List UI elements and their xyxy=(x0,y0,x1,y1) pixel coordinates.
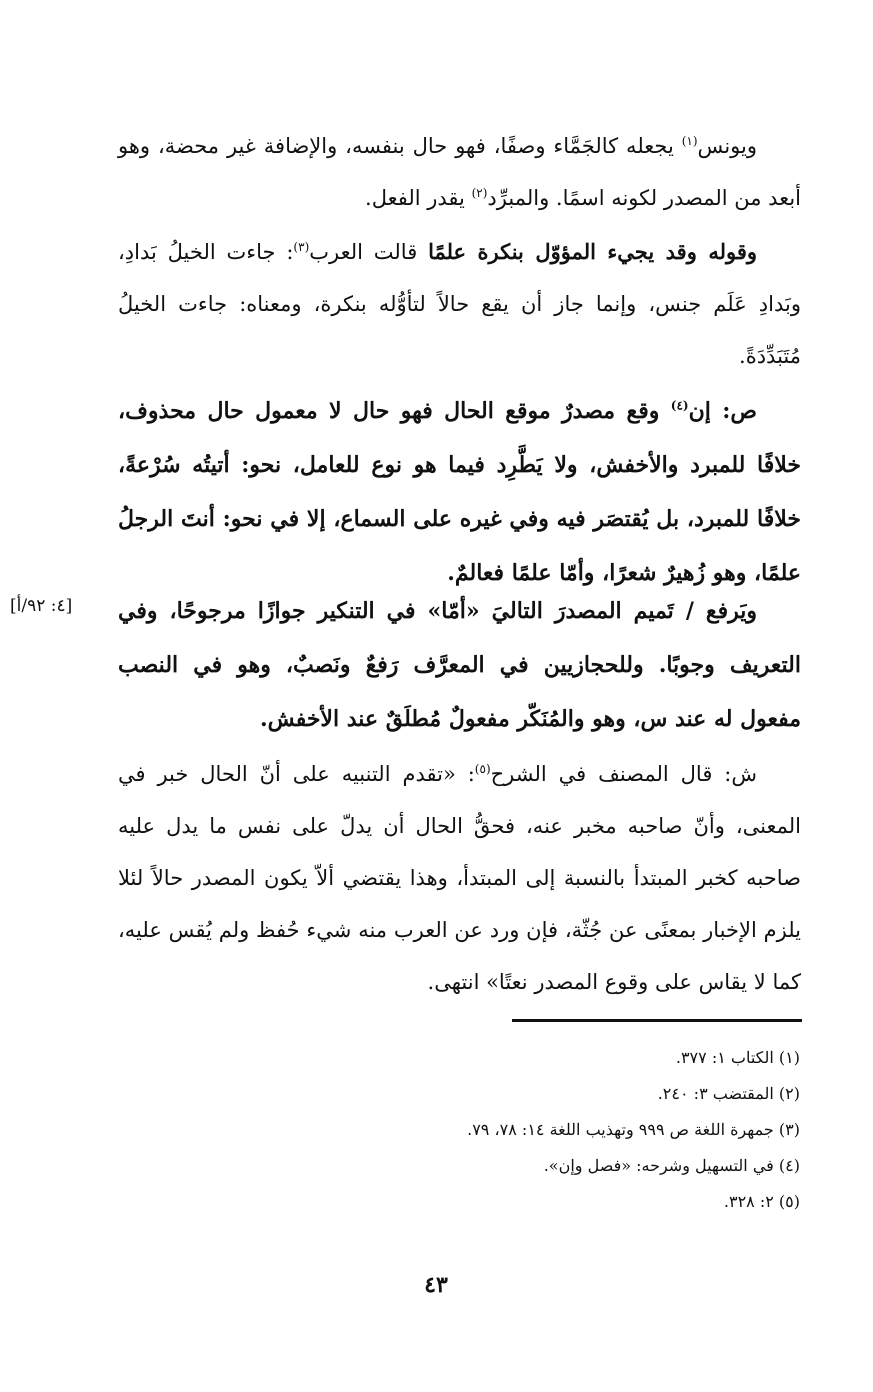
page-number: ٤٣ xyxy=(424,1272,448,1298)
footnote-separator xyxy=(512,1019,802,1022)
matn-paragraph: ويَرفع / تَميم المصدرَ التاليَ «أمّا» في التنكير جوازًا مرجوحًا، وفي التعريف وجوبًا. وللحجازيين في المعرَّف رَفعٌ ونَصبٌ، وهو في النصب مفعول له عند س، وهو والمُنَكّر مفعولٌ مُطلَقٌ عند الأخفش. xyxy=(118,598,801,732)
footnote-item: (٥) ٢: ٣٢٨. xyxy=(723,1192,800,1211)
paragraph-2 xyxy=(118,226,801,382)
paragraph-text: يجعله كالجَمَّاء وصفًا، فهو حال بنفسه، والإضافة غير محضة، وهو أبعد من المصدر لكونه اسمًا. والمبرِّد xyxy=(118,134,801,210)
footnote-item: (٣) جمهرة اللغة ص ٩٩٩ وتهذيب اللغة ١٤: ٧٨، ٧٩. xyxy=(467,1120,800,1139)
paragraph-text: ويونس xyxy=(697,134,757,158)
paragraph-1 xyxy=(118,120,801,224)
paragraph-5 xyxy=(118,748,801,1008)
body-paragraph xyxy=(118,120,801,224)
footnotes xyxy=(300,1040,800,1220)
body-paragraph xyxy=(118,748,801,1008)
footnote-marker[interactable]: (٤) xyxy=(670,398,689,413)
paragraph-text: وقع مصدرٌ موقع الحال فهو حال لا معمول حال محذوف، خلافًا للمبرد والأخفش، ولا يَطَّرِد فيما هو نوع للعامل، نحو: أتيتُه سُرْعةً، خلافًا للمبرد، بل يُقتصَر فيه وفي غيره على السماع، إلا في نحو: أنتَ الرجلُ علمًا، وهو زُهيرٌ شعرًا، وأمّا علمًا فعالمٌ. xyxy=(118,398,801,586)
footnote-marker[interactable]: (٣) xyxy=(293,240,310,254)
paragraph-text: ص: إن xyxy=(688,398,757,424)
manuscript-reference: [٤: ٩٢/أ] xyxy=(10,596,73,616)
paragraph-3 xyxy=(118,384,801,600)
footnote-item: (٢) المقتضب ٣: ٢٤٠. xyxy=(657,1084,800,1103)
paragraph-4 xyxy=(118,584,801,746)
paragraph-text: يقدر الفعل. xyxy=(365,186,472,210)
matn-paragraph xyxy=(118,384,801,600)
footnote-marker[interactable]: (٥) xyxy=(474,762,491,776)
paragraph-text: قالت العرب xyxy=(309,240,429,264)
body-paragraph xyxy=(118,226,801,382)
footnote-marker[interactable]: (٢) xyxy=(471,186,488,200)
footnote-item: (٤) في التسهيل وشرحه: «فصل وإن». xyxy=(543,1156,800,1175)
quoted-phrase: وقوله وقد يجيء المؤوّل بنكرة علمًا xyxy=(428,239,757,264)
footnote-item: (١) الكتاب ١: ٣٧٧. xyxy=(675,1048,800,1067)
paragraph-text: ش: قال المصنف في الشرح xyxy=(490,762,757,786)
paragraph-text: : «تقدم التنبيه على أنّ الحال خبر في المعنى، وأنّ صاحبه مخبر عنه، فحقُّ الحال أن يدلّ على نفس ما يدل عليه صاحبه كخبر المبتدأ بالنسبة إلى المبتدأ، وهذا يقتضي ألاّ يكون المصدر حالاً لئلا يلزم الإخبار بمعنًى عن جُثّة، فإن ورد عن العرب منه شيء حُفظ ولم يُقس عليه، كما لا يقاس على وقوع المصدر نعتًا» انتهى. xyxy=(118,762,801,994)
paragraph-text: : جاءت الخيلُ بَدادِ، وبَدادِ عَلَم جنس، وإنما جاز أن يقع حالاً لتأوُّله بنكرة، ومعناه: جاءت الخيلُ مُتَبَدِّدَةً. xyxy=(118,240,801,368)
footnote-marker[interactable]: (١) xyxy=(681,134,698,148)
